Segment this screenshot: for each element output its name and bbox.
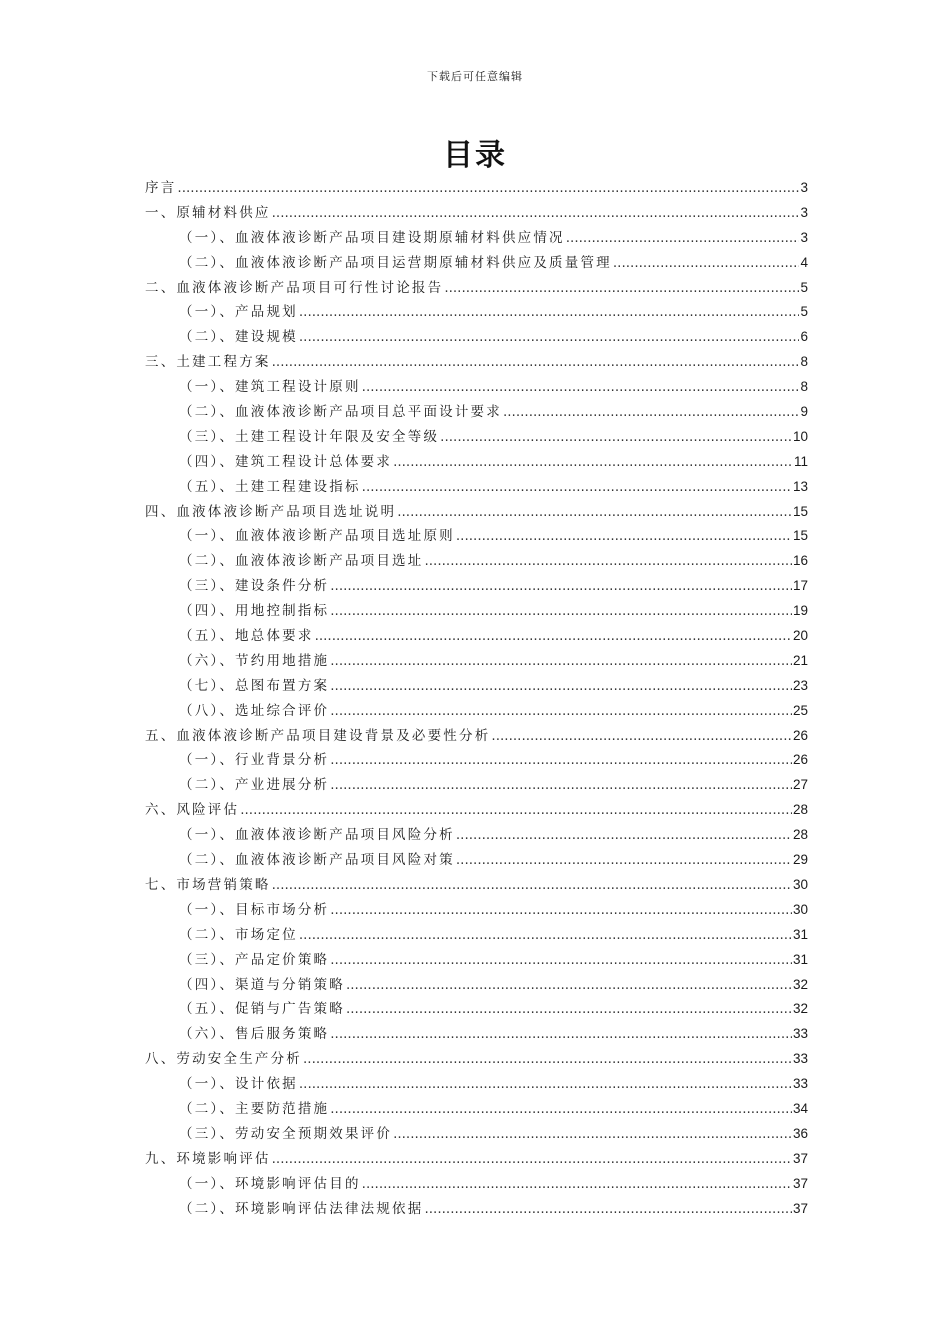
toc-dot-leader — [491, 724, 792, 749]
toc-dot-leader — [393, 1122, 792, 1147]
toc-dot-leader — [456, 848, 792, 873]
toc-entry-text: （三）、建设条件分析 — [179, 578, 330, 595]
toc-entry-page-number: 3 — [800, 229, 808, 245]
toc-entry-text: （三）、劳动安全预期效果评价 — [179, 1125, 393, 1142]
toc-entry-text: （六）、售后服务策略 — [179, 1026, 330, 1043]
toc-entry-page-number: 33 — [792, 1026, 808, 1042]
toc-dot-leader — [613, 251, 800, 276]
toc-entry-text: （八）、选址综合评价 — [179, 702, 330, 719]
toc-entry[interactable] — [145, 599, 808, 624]
toc-entry-text: 序言 — [145, 180, 177, 196]
toc-entry[interactable] — [145, 873, 808, 898]
toc-entry-text: 八、劳动安全生产分析 — [145, 1051, 302, 1068]
toc-entry-text: （三）、土建工程设计年限及安全等级 — [179, 428, 440, 445]
toc-entry[interactable] — [145, 1072, 808, 1097]
toc-entry-text: （一）、血液体液诊断产品项目建设期原辅材料供应情况 — [179, 229, 565, 246]
toc-entry-page-number: 8 — [800, 354, 808, 370]
toc-entry-page-number: 3 — [800, 180, 808, 195]
toc-entry-page-number: 10 — [792, 428, 808, 444]
toc-entry-page-number: 32 — [792, 1001, 808, 1017]
toc-entry-page-number: 15 — [792, 528, 808, 544]
toc-entry-text: （一）、行业背景分析 — [179, 752, 330, 769]
toc-list — [145, 176, 808, 1221]
toc-entry-page-number: 23 — [792, 677, 808, 693]
toc-dot-leader — [272, 201, 800, 226]
toc-entry-text: 六、风险评估 — [145, 802, 240, 819]
toc-entry[interactable] — [145, 1147, 808, 1172]
toc-entry-text: （五）、促销与广告策略 — [179, 1001, 345, 1018]
toc-dot-leader — [272, 873, 792, 898]
toc-entry-text: （二）、血液体液诊断产品项目总平面设计要求 — [179, 404, 502, 421]
toc-dot-leader — [440, 425, 792, 450]
toc-entry-text: （一）、产品规划 — [179, 304, 298, 321]
toc-entry[interactable] — [145, 773, 808, 798]
toc-dot-leader — [456, 524, 792, 549]
toc-entry[interactable] — [145, 574, 808, 599]
toc-dot-leader — [330, 674, 792, 699]
toc-entry-text: 四、血液体液诊断产品项目选址说明 — [145, 503, 397, 520]
toc-dot-leader — [330, 574, 792, 599]
toc-dot-leader — [272, 1147, 792, 1172]
toc-entry-page-number: 6 — [800, 329, 808, 345]
toc-entry-page-number: 30 — [792, 876, 808, 892]
toc-dot-leader — [456, 823, 792, 848]
toc-entry-text: 一、原辅材料供应 — [145, 204, 271, 221]
toc-entry-page-number: 11 — [793, 453, 808, 469]
toc-entry-text: （三）、产品定价策略 — [179, 951, 330, 968]
toc-entry-text: 五、血液体液诊断产品项目建设背景及必要性分析 — [145, 727, 491, 744]
toc-entry[interactable] — [145, 325, 808, 350]
toc-entry-page-number: 17 — [792, 578, 808, 594]
toc-entry-page-number: 36 — [792, 1125, 808, 1141]
toc-entry[interactable] — [145, 375, 808, 400]
toc-entry[interactable] — [145, 848, 808, 873]
toc-entry-page-number: 33 — [792, 1076, 808, 1092]
toc-dot-leader — [330, 748, 792, 773]
toc-entry[interactable] — [145, 300, 808, 325]
toc-entry-text: （二）、血液体液诊断产品项目运营期原辅材料供应及质量管理 — [179, 254, 612, 271]
toc-entry-page-number: 4 — [800, 254, 808, 270]
toc-entry-text: 二、血液体液诊断产品项目可行性讨论报告 — [145, 279, 444, 296]
toc-entry-text: （二）、血液体液诊断产品项目风险对策 — [179, 852, 455, 869]
toc-entry[interactable] — [145, 425, 808, 450]
toc-entry-text: （二）、产业进展分析 — [179, 777, 330, 794]
toc-entry-page-number: 31 — [792, 926, 808, 942]
toc-dot-leader — [303, 1047, 792, 1072]
toc-entry-page-number: 37 — [792, 1175, 808, 1191]
toc-dot-leader — [393, 450, 793, 475]
toc-entry-page-number: 20 — [792, 628, 808, 644]
toc-entry-text: （六）、节约用地措施 — [179, 652, 330, 669]
toc-entry-text: （七）、总图布置方案 — [179, 677, 330, 694]
toc-entry-text: （一）、目标市场分析 — [179, 901, 330, 918]
toc-entry-page-number: 19 — [792, 603, 808, 619]
toc-dot-leader — [444, 276, 799, 301]
toc-entry[interactable] — [145, 201, 808, 226]
toc-dot-leader — [346, 973, 792, 998]
toc-entry[interactable] — [145, 724, 808, 749]
toc-entry[interactable] — [145, 898, 808, 923]
toc-entry-page-number: 26 — [792, 727, 808, 743]
toc-entry-page-number: 27 — [792, 777, 808, 793]
toc-dot-leader — [424, 549, 792, 574]
toc-entry-page-number: 34 — [792, 1100, 808, 1116]
toc-entry[interactable] — [145, 798, 808, 823]
toc-dot-leader — [330, 1022, 792, 1047]
toc-entry-page-number: 26 — [792, 752, 808, 768]
toc-entry[interactable] — [145, 350, 808, 375]
toc-entry[interactable] — [145, 1097, 808, 1122]
toc-entry-text: （一）、设计依据 — [179, 1076, 298, 1093]
toc-entry[interactable] — [145, 524, 808, 549]
toc-entry-text: （四）、渠道与分销策略 — [179, 976, 345, 993]
toc-entry-page-number: 32 — [792, 976, 808, 992]
toc-entry[interactable] — [145, 450, 808, 475]
toc-entry-page-number: 3 — [800, 204, 808, 220]
toc-entry-page-number: 16 — [792, 553, 808, 569]
toc-entry[interactable] — [145, 1172, 808, 1197]
toc-dot-leader — [272, 350, 800, 375]
toc-entry[interactable] — [145, 823, 808, 848]
toc-entry-text: （五）、土建工程建设指标 — [179, 478, 361, 495]
toc-entry-page-number: 25 — [792, 702, 808, 718]
toc-entry[interactable] — [145, 997, 808, 1022]
toc-dot-leader — [424, 1197, 792, 1222]
toc-entry[interactable] — [145, 251, 808, 276]
toc-entry[interactable] — [145, 923, 808, 948]
toc-entry-text: （二）、环境影响评估法律法规依据 — [179, 1200, 424, 1217]
toc-entry[interactable] — [145, 699, 808, 724]
toc-entry-text: 七、市场营销策略 — [145, 876, 271, 893]
toc-entry-text: （一）、建筑工程设计原则 — [179, 379, 361, 396]
toc-entry[interactable] — [145, 948, 808, 973]
toc-entry-text: （五）、地总体要求 — [179, 628, 314, 645]
toc-entry-text: （一）、血液体液诊断产品项目选址原则 — [179, 528, 455, 545]
toc-entry-page-number: 13 — [792, 478, 808, 494]
toc-title: 目录 — [443, 138, 507, 173]
toc-dot-leader — [299, 1072, 792, 1097]
toc-entry-page-number: 8 — [800, 379, 808, 395]
toc-dot-leader — [299, 300, 800, 325]
toc-entry-text: （二）、血液体液诊断产品项目选址 — [179, 553, 424, 570]
toc-entry-text: 九、环境影响评估 — [145, 1150, 271, 1167]
toc-entry[interactable] — [145, 1022, 808, 1047]
toc-entry[interactable] — [145, 1047, 808, 1072]
toc-entry[interactable] — [145, 649, 808, 674]
toc-dot-leader — [177, 176, 799, 201]
toc-entry-page-number: 5 — [800, 279, 808, 295]
toc-entry-page-number: 28 — [792, 802, 808, 818]
toc-dot-leader — [330, 1097, 792, 1122]
toc-entry[interactable] — [145, 549, 808, 574]
toc-entry-page-number: 5 — [800, 304, 808, 320]
header-note: 下载后可任意编辑 — [427, 70, 523, 83]
toc-dot-leader — [330, 948, 792, 973]
toc-entry-page-number: 31 — [792, 951, 808, 967]
toc-dot-leader — [330, 599, 792, 624]
toc-entry[interactable] — [145, 1197, 808, 1222]
toc-entry[interactable] — [145, 276, 808, 301]
toc-entry-text: （一）、血液体液诊断产品项目风险分析 — [179, 827, 455, 844]
toc-entry[interactable] — [145, 973, 808, 998]
toc-entry-text: （四）、建筑工程设计总体要求 — [179, 453, 393, 470]
toc-dot-leader — [566, 226, 800, 251]
toc-entry-page-number: 33 — [792, 1051, 808, 1067]
toc-dot-leader — [346, 997, 792, 1022]
toc-entry-text: 三、土建工程方案 — [145, 354, 271, 371]
toc-entry[interactable] — [145, 176, 808, 201]
toc-entry-page-number: 15 — [792, 503, 808, 519]
toc-entry-text: （二）、建设规模 — [179, 329, 298, 346]
toc-entry[interactable] — [145, 748, 808, 773]
toc-entry-page-number: 29 — [792, 852, 808, 868]
toc-entry[interactable] — [145, 1122, 808, 1147]
toc-entry-text: （二）、主要防范措施 — [179, 1100, 330, 1117]
toc-dot-leader — [362, 475, 792, 500]
toc-dot-leader — [240, 798, 792, 823]
toc-entry[interactable] — [145, 624, 808, 649]
toc-entry-page-number: 37 — [792, 1150, 808, 1166]
toc-dot-leader — [330, 649, 792, 674]
toc-dot-leader — [299, 923, 792, 948]
toc-entry[interactable] — [145, 226, 808, 251]
toc-entry[interactable] — [145, 400, 808, 425]
toc-entry-page-number: 30 — [792, 901, 808, 917]
toc-entry-text: （四）、用地控制指标 — [179, 603, 330, 620]
toc-dot-leader — [330, 898, 792, 923]
toc-entry-page-number: 21 — [792, 652, 808, 668]
toc-dot-leader — [299, 325, 800, 350]
toc-dot-leader — [315, 624, 792, 649]
toc-dot-leader — [330, 699, 792, 724]
toc-dot-leader — [397, 500, 792, 525]
toc-entry-text: （一）、环境影响评估目的 — [179, 1175, 361, 1192]
toc-entry-page-number: 9 — [800, 404, 808, 420]
toc-dot-leader — [362, 1172, 792, 1197]
toc-dot-leader — [330, 773, 792, 798]
toc-entry-text: （二）、市场定位 — [179, 926, 298, 943]
toc-entry[interactable] — [145, 500, 808, 525]
toc-entry-page-number: 28 — [792, 827, 808, 843]
toc-entry[interactable] — [145, 475, 808, 500]
toc-entry-page-number: 37 — [792, 1200, 808, 1216]
toc-dot-leader — [503, 400, 800, 425]
toc-entry[interactable] — [145, 674, 808, 699]
toc-dot-leader — [362, 375, 800, 400]
